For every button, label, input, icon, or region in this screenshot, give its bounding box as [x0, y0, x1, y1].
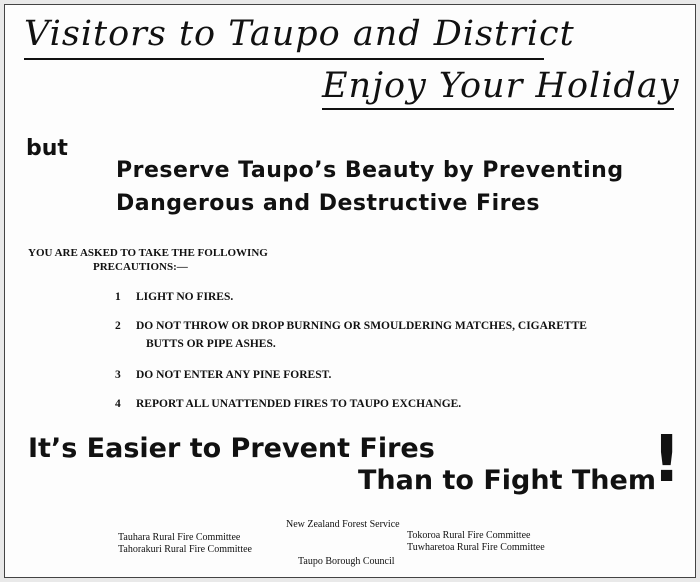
headline-underline-2 — [322, 108, 674, 110]
credit-borough-council: Taupo Borough Council — [298, 556, 395, 567]
precaution-number: 2 — [115, 320, 121, 332]
subhead-lead: but — [26, 136, 68, 161]
subhead-line-1: Preserve Taupo’s Beauty by Preventing — [116, 158, 624, 183]
precaution-text: DO NOT ENTER ANY PINE FOREST. — [136, 369, 332, 381]
slogan-line-1: It’s Easier to Prevent Fires — [28, 433, 435, 464]
exclamation-mark: ! — [652, 423, 682, 497]
credit-forest-service: New Zealand Forest Service — [286, 519, 400, 530]
credit-tuwharetoa: Tuwharetoa Rural Fire Committee — [407, 542, 545, 553]
precaution-number: 3 — [115, 369, 121, 381]
precaution-text-continued: BUTTS OR PIPE ASHES. — [146, 338, 276, 350]
precaution-text: DO NOT THROW OR DROP BURNING OR SMOULDERING MATCHES, CIGARETTE — [136, 320, 587, 332]
subhead-line-2: Dangerous and Destructive Fires — [116, 191, 540, 216]
credit-tokoroa: Tokoroa Rural Fire Committee — [407, 530, 531, 541]
slogan-line-2: Than to Fight Them — [358, 465, 656, 496]
headline-underline-1 — [24, 58, 544, 60]
precaution-text: REPORT ALL UNATTENDED FIRES TO TAUPO EXCHANGE. — [136, 398, 462, 410]
credit-tahorakuri: Tahorakuri Rural Fire Committee — [118, 544, 252, 555]
precaution-number: 4 — [115, 398, 121, 410]
headline-visitors: Visitors to Taupo and District — [24, 14, 575, 54]
precaution-number: 1 — [115, 291, 121, 303]
headline-enjoy-holiday: Enjoy Your Holiday — [322, 66, 680, 106]
intro-line-2: PRECAUTIONS:— — [93, 261, 188, 273]
precaution-text: LIGHT NO FIRES. — [136, 291, 234, 303]
credit-tauhara: Tauhara Rural Fire Committee — [118, 532, 241, 543]
intro-line-1: YOU ARE ASKED TO TAKE THE FOLLOWING — [28, 247, 268, 259]
